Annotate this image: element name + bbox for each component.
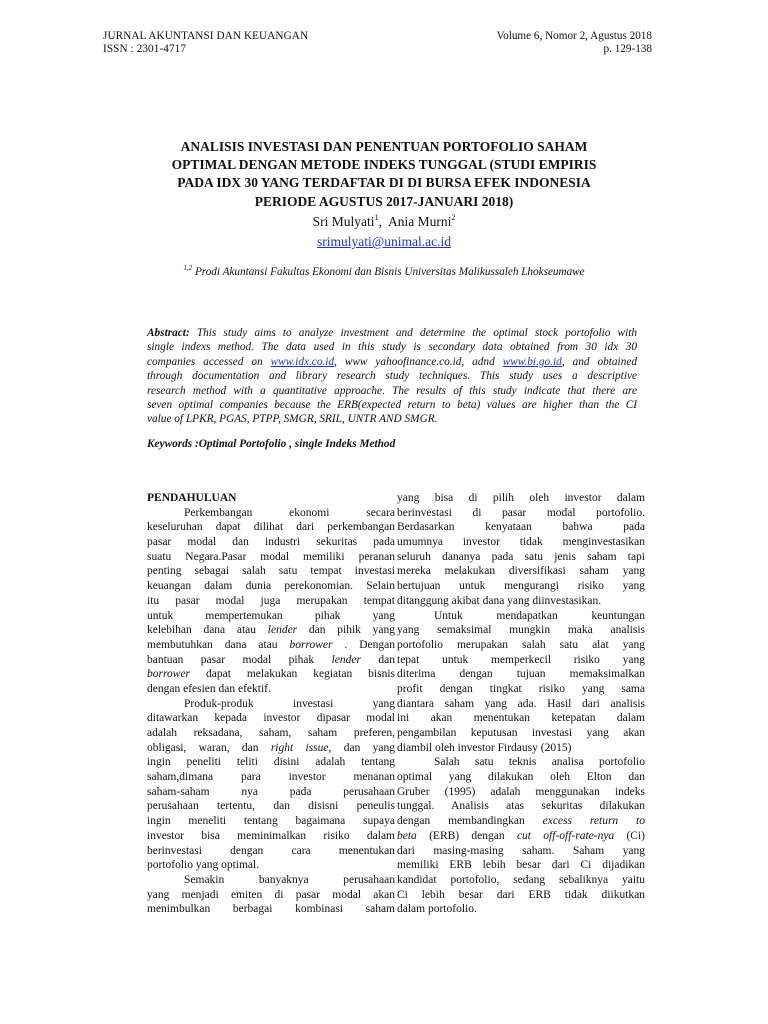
text-line: menimbulkan berbagai kombinasi saham xyxy=(147,903,395,916)
text-line: dengan efesien dan efektif. xyxy=(147,682,271,695)
text-span: . Dengan xyxy=(332,638,396,651)
text-span: dengan membandingkan xyxy=(397,815,543,828)
abstract-line: through documentation and library research study techniques. This study uses a descriptive xyxy=(147,370,637,383)
author-separator: , xyxy=(378,214,388,229)
text-line: ini akan menentukan ketepatan dalam xyxy=(397,712,645,725)
text-line: dari masing-masing saham. Saham yang xyxy=(397,844,645,857)
italic-term: lender xyxy=(267,624,298,637)
text-line: yang bisa di pilih oleh investor dalam xyxy=(397,492,645,504)
text-line: saham-saham nya pada perusahaan xyxy=(147,785,395,798)
italic-term: lender xyxy=(331,653,361,666)
affiliation xyxy=(0,265,768,279)
italic-term: excess return to xyxy=(542,815,645,828)
text-line: memiliki ERB lebih besar dari Ci dijadikan xyxy=(397,859,645,872)
text-line: ingin meneliti tentang bagaimana supaya xyxy=(147,815,395,828)
text-line: ditanggung akibat dana yang diinvestasikan. xyxy=(397,594,602,607)
abstract-line: single indexs method. The data used in this study is secondary data obtained from 30 idx 30 xyxy=(147,341,637,354)
text-line: diterima dengan tujuan memaksimalkan xyxy=(397,668,645,681)
paper-title xyxy=(120,138,648,211)
text-span: membutuhkan dana atau xyxy=(147,638,290,651)
text-line: pengambilan keputusan investasi yang akan xyxy=(397,727,645,739)
text-line: saham,dimana para investor menanan xyxy=(147,771,395,784)
text-span: obligasi, waran, dan xyxy=(147,741,271,754)
text-line: Perkembangan ekonomi secara xyxy=(184,506,395,519)
abstract-text: companies accessed on xyxy=(147,355,271,368)
text-line xyxy=(147,653,395,668)
text-line: Berdasarkan kenyataan bahwa pada xyxy=(397,521,645,534)
author-affiliation-mark: 2 xyxy=(451,213,456,222)
left-column xyxy=(147,491,395,917)
author-email-row xyxy=(0,234,768,250)
abstract-label: Abstract: xyxy=(147,327,190,339)
text-line: kandidat portofolio, sedang sebaliknya yaitu xyxy=(397,873,645,886)
text-line: Untuk mendapatkan keuntungan xyxy=(434,609,645,622)
text-span: (ERB) dengan xyxy=(416,829,517,842)
text-line: ditawarkan kepada investor dipasar modal xyxy=(147,712,395,725)
text-line: perusahaan tertentu, dan disisni peneulis xyxy=(147,800,395,813)
author-list xyxy=(0,214,768,230)
text-line xyxy=(147,638,395,653)
text-span: , dan yang xyxy=(328,741,395,754)
text-line xyxy=(397,829,645,844)
text-line: penting sebagai salah satu tempat investasi xyxy=(147,565,395,578)
idx-link[interactable]: www.idx.co.id xyxy=(270,355,335,368)
text-line: umumnya investor tidak menginvestasikan xyxy=(397,536,645,549)
abstract-text: , www yahoofinance.co.id, adnd xyxy=(334,355,503,368)
text-span: (Ci) xyxy=(614,829,646,842)
text-line: suatu Negara.Pasar modal memiliki peranan xyxy=(147,550,395,563)
text-line: pasar modal dan industri sekuritas pada xyxy=(147,536,395,549)
abstract-line: research method with a quantitative approache. The results of this study indicate that there are xyxy=(147,384,637,397)
italic-term: beta xyxy=(397,829,417,842)
running-header-left xyxy=(103,30,308,56)
title-line: PERIODE AGUSTUS 2017-JANUARI 2018) xyxy=(254,193,514,209)
text-line: diantara saham yang ada. Hasil dari analisis xyxy=(397,697,645,710)
volume-info: Volume 6, Nomor 2, Agustus 2018 xyxy=(496,30,652,42)
abstract-line: value of LPKR, PGAS, PTPP, SMGR, SRIL, UNTR AND SMGR. xyxy=(147,413,438,426)
text-line: bertujuan untuk mengurangi risiko yang xyxy=(397,580,645,593)
text-line: portofolio yang optimal. xyxy=(147,859,260,872)
text-line: Semakin banyaknya perusahaan xyxy=(184,873,395,886)
abstract-text: , and obtained xyxy=(561,355,638,368)
page-range: p. 129-138 xyxy=(603,43,652,55)
italic-term: borrower xyxy=(147,668,191,681)
text-line: Gruber (1995) adalah menggunakan indeks xyxy=(397,785,645,798)
title-line: PADA IDX 30 YANG TERDAFTAR DI DI BURSA EFEK INDONESIA xyxy=(177,175,591,191)
text-line: dalam portofolio. xyxy=(397,903,477,916)
text-line: berinvestasi dengan cara menentukan xyxy=(147,844,395,857)
text-line: Salah satu teknis analisa portofolio xyxy=(434,756,645,769)
author-email-link[interactable]: srimulyati@unimal.ac.id xyxy=(317,234,451,249)
text-line: keseluruhan dapat dilihat dari perkembangan xyxy=(147,521,395,534)
text-span: kelebihan dana atau xyxy=(147,624,268,637)
italic-term: right issue xyxy=(270,741,329,754)
right-column xyxy=(397,491,645,917)
text-line: adalah reksadana, saham, saham preferen, xyxy=(147,727,395,739)
bi-link[interactable]: www.bi.go.id xyxy=(502,355,562,368)
author-name: Sri Mulyati xyxy=(312,214,375,229)
abstract-line: seven optimal companies because the ERB(expected return to beta) values are higher than the CI xyxy=(147,399,637,412)
issn: ISSN : 2301-4717 xyxy=(103,43,187,55)
text-line: mereka melakukan diversifikasi saham yang xyxy=(397,565,645,578)
text-line: yang menjadi emiten di pasar modal akan xyxy=(147,888,395,901)
text-span: bantuan pasar modal pihak xyxy=(147,653,332,666)
running-header-right xyxy=(497,30,653,56)
journal-name: JURNAL AKUNTANSI DAN KEUANGAN xyxy=(103,30,309,42)
text-line: keuangan dalam dunia perekonomian. Selain xyxy=(147,580,395,593)
italic-term: borrower xyxy=(289,638,333,651)
abstract xyxy=(147,326,637,427)
keywords: Keywords :Optimal Portofolio , single Indeks Method xyxy=(147,438,396,450)
text-line: diambil oleh investor Firdausy (2015) xyxy=(397,741,572,754)
affiliation-text: Prodi Akuntansi Fakultas Ekonomi dan Bisnis Universitas Malikussaleh Lhokseumawe xyxy=(192,266,585,278)
author-affiliation-mark: 1 xyxy=(374,213,379,222)
text-line: tunggal. Analisis atas sekuritas dilakukan xyxy=(397,800,645,813)
text-line: tepat untuk memperkecil risiko yang xyxy=(397,653,645,666)
affiliation-mark: 1,2 xyxy=(183,264,193,272)
text-span: dapat melakukan kegiatan bisnis xyxy=(190,668,395,681)
text-line: optimal yang dilakukan oleh Elton dan xyxy=(397,771,645,784)
text-line: untuk mempertemukan pihak yang xyxy=(147,609,395,622)
text-line: profit dengan tingkat risiko yang sama xyxy=(397,682,645,695)
text-line xyxy=(147,623,395,638)
text-line: investor bisa meminimalkan risiko dalam xyxy=(147,829,395,842)
text-line: ingin peneliti teliti disini adalah tentang xyxy=(147,756,395,769)
abstract-line xyxy=(147,326,637,340)
title-line: OPTIMAL DENGAN METODE INDEKS TUNGGAL (STUDI EMPIRIS xyxy=(171,157,597,173)
title-line: ANALISIS INVESTASI DAN PENENTUAN PORTOFOLIO SAHAM xyxy=(180,139,588,154)
text-line: berinvestasi di pasar modal portofolio. xyxy=(397,506,645,519)
text-span: dan xyxy=(360,653,395,666)
abstract-text: This study aims to analyze investment and determine the optimal stock portofolio with xyxy=(189,327,637,339)
text-line xyxy=(397,814,645,829)
text-line: Ci lebih besar dari ERB tidak diikutkan xyxy=(397,888,645,901)
author-name: Ania Murni xyxy=(387,214,452,229)
text-line: Produk-produk investasi yang xyxy=(184,697,395,710)
text-line xyxy=(147,741,395,756)
italic-term: cut off-off-rate-nya xyxy=(516,829,615,842)
section-heading: PENDAHULUAN xyxy=(147,492,237,504)
text-line: seluruh dananya pada satu jenis saham tapi xyxy=(397,550,645,563)
text-line: yang semaksimal mungkin maka analisis xyxy=(397,624,645,637)
text-line xyxy=(147,667,395,682)
text-line: portofolio merupakan salah satu alat yang xyxy=(397,638,645,651)
abstract-line xyxy=(147,355,637,369)
text-line: itu pasar modal juga merupakan tempat xyxy=(147,594,395,607)
text-span: dan pihik yang xyxy=(297,624,395,637)
